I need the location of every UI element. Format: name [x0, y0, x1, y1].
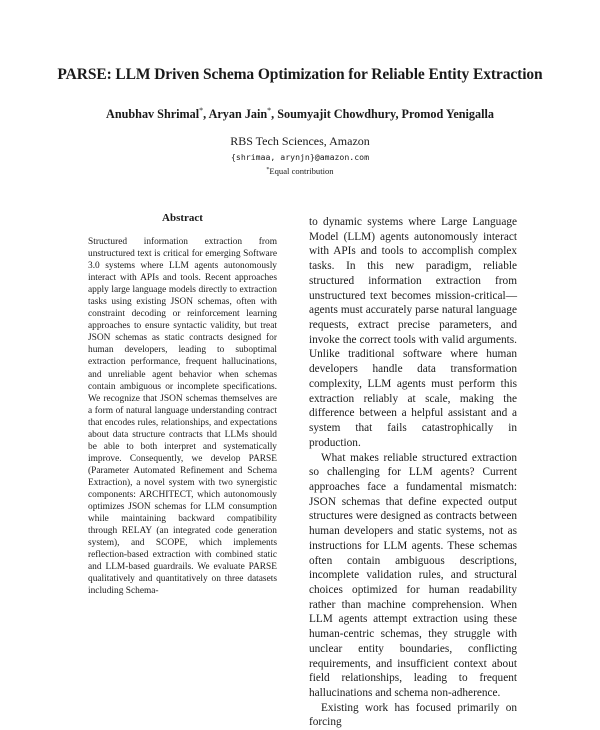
author-name: Anubhav Shrimal [106, 107, 200, 121]
intro-paragraph: Existing work has focused primarily on forcing [309, 701, 517, 729]
introduction-column [309, 215, 517, 730]
footnote-mark: * [266, 167, 270, 173]
intro-paragraph: to dynamic systems where Large Language Model (LLM) agents autonomously interact with APIs and tools to accomplish complex tasks. In this new paradigm, reliable structured information extraction from unstructured text becomes mission-critical—agents must accurately parse natural language requests, extract precise parameters, and invoke the correct tools with valid arguments. Unlike traditional software where human developers handle data transformation complexity, LLM agents must perform this extraction reliably at scale, making the difference between a helpful assistant and a system that fails catastrophically in production. [309, 216, 517, 449]
abstract-body: Structured information extraction from unstructured text is critical for emerging Software 3.0 systems where LLM agents autonomously interact with APIs and tools. Recent approaches apply large language models directly to extraction tasks using existing JSON schemas, often with constraint decoding or reinforcement learning approaches to ensure syntactic validity, but treat JSON schemas as static contracts designed for human developers, leading to suboptimal extraction performance, frequent hallucinations, and unreliable agent behavior when schemas contain ambiguous or incomplete specifications. We recognize that JSON schemas themselves are a form of natural language understanding contract that encodes rules, relationships, and expectations about data structure contracts that LLMs should be able to both interpret and systematically improve. Consequently, we develop PARSE (Parameter Automated Refinement and Schema Extraction), a novel system with two synergistic components: ARCHITECT, which autonomously optimizes JSON schemas for LLM consumption while maintaining backward compatibility through RELAY (an integrated code generation system), and SCOPE, which implements reflection-based extraction with combined static and LLM-based guardrails. We evaluate PARSE qualitatively and quantitatively on three datasets including Schema- [88, 237, 277, 597]
author-name: Aryan Jain [208, 107, 268, 121]
author-name: Promod Yenigalla [401, 107, 494, 121]
equal-contribution-note [0, 166, 600, 176]
equal-contribution-mark: * [199, 106, 204, 115]
footnote-text: Equal contribution [269, 166, 334, 176]
author-name: Soumyajit Chowdhury [277, 107, 396, 121]
paper-title: PARSE: LLM Driven Schema Optimization for Reliable Entity Extraction [57, 66, 543, 83]
intro-paragraph: What makes reliable structured extraction so challenging for LLM agents? Current approaches face a fundamental mismatch: JSON schemas that define expected output structures were designed as contracts between human developers and static systems, not as instructions for LLM agents. These schemas often contain ambiguous descriptions, incomplete validation rules, and structural choices optimized for human readability rather than machine comprehension. When LLM agents attempt extraction using these human-centric schemas, they struggle with unclear entity boundaries, conflicting requirements, and insufficient context about field relationships, leading to frequent hallucinations and schema non-adherence. [309, 451, 517, 699]
affiliation: RBS Tech Sciences, Amazon [230, 134, 370, 148]
abstract-heading: Abstract [162, 212, 203, 224]
author-list: Anubhav Shrimal*, Aryan Jain*, Soumyajit Chowdhury, Promod Yenigalla [106, 106, 494, 121]
author-email[interactable]: {shrimaa, arynjn}@amazon.com [230, 152, 370, 162]
equal-contribution-mark: * [267, 106, 272, 115]
